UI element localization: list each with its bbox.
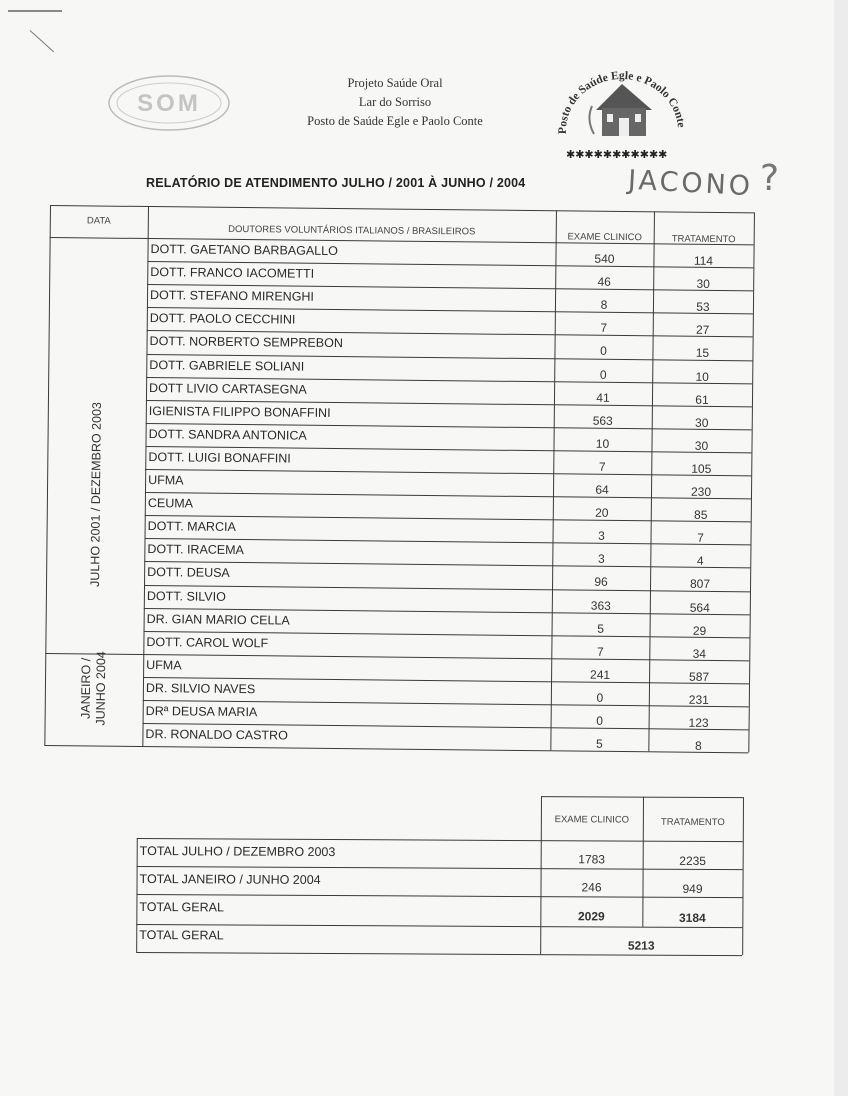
exame-value: 7	[598, 459, 606, 474]
doctor-name: DR. SILVIO NAVES	[145, 680, 256, 697]
totals-header-tratamento: TRATAMENTO	[660, 816, 725, 829]
tratamento-value: 564	[689, 600, 710, 615]
doctor-name: DOTT. GABRIELE SOLIANI	[149, 357, 305, 374]
totals-table	[136, 794, 743, 959]
totals-tratamento-value: 3184	[678, 910, 706, 925]
tratamento-value: 29	[692, 623, 707, 638]
exame-value: 20	[595, 505, 609, 520]
header-tratamento: TRATAMENTO	[671, 233, 736, 246]
doctor-name: DOTT. MARCIA	[147, 519, 236, 535]
doctor-name: DR. GIAN MARIO CELLA	[146, 611, 290, 628]
tratamento-value: 15	[695, 346, 710, 361]
posto-logo-text: Posto de Saúde Egle e Paolo Conte	[556, 69, 687, 135]
totals-exame-value: 246	[581, 880, 602, 895]
exame-value: 5	[595, 736, 603, 751]
org-line-2: Lar do Sorriso	[358, 95, 432, 109]
tratamento-value: 27	[695, 323, 710, 338]
som-logo	[105, 72, 233, 134]
doctor-name: DOTT. NORBERTO SEMPREBON	[149, 334, 343, 351]
tratamento-value: 30	[694, 438, 709, 453]
grand-total-value: 5213	[627, 938, 655, 953]
exame-value: 41	[596, 390, 610, 405]
exame-value: 46	[597, 274, 611, 289]
tratamento-value: 30	[694, 415, 709, 430]
totals-exame-value: 2029	[577, 909, 605, 924]
doctor-name: DOTT. IRACEMA	[147, 542, 245, 558]
tratamento-value: 105	[691, 461, 712, 476]
exame-value: 363	[590, 598, 611, 613]
scan-mark	[8, 10, 62, 12]
doctor-name: DOTT. GAETANO BARBAGALLO	[150, 242, 338, 259]
doctor-name: CEUMA	[147, 496, 194, 511]
header-doctors: DOUTORES VOLUNTÁRIOS ITALIANOS / BRASILEIROS	[228, 223, 476, 238]
doctor-name: UFMA	[146, 657, 182, 673]
org-line-1: Projeto Saúde Oral	[347, 76, 443, 90]
doctor-name: DOTT. DEUSA	[147, 565, 230, 581]
exame-value: 96	[594, 575, 608, 590]
tratamento-value: 61	[695, 392, 709, 407]
exame-value: 0	[596, 713, 604, 728]
tratamento-value: 7	[697, 530, 704, 546]
totals-exame-value: 1783	[578, 852, 606, 867]
doctor-name: DOTT. CAROL WOLF	[146, 634, 269, 650]
doctor-name: DOTT LIVIO CARTASEGNA	[149, 380, 307, 397]
totals-header-exame: EXAME CLINICO	[554, 814, 630, 826]
exame-value: 563	[592, 413, 613, 428]
doctor-name: DOTT. FRANCO IACOMETTI	[150, 265, 315, 281]
table-border-right	[748, 212, 755, 752]
exame-value: 5	[597, 621, 605, 636]
exame-value: 3	[597, 552, 605, 567]
svg-text:✱✱✱✱✱✱✱✱✱✱✱: ✱✱✱✱✱✱✱✱✱✱✱	[566, 148, 668, 161]
tratamento-value: 34	[692, 646, 707, 661]
totals-tratamento-value: 949	[682, 881, 703, 896]
exame-value: 7	[596, 644, 604, 659]
tratamento-value: 10	[695, 369, 709, 384]
tratamento-value: 114	[693, 253, 714, 268]
tratamento-value: 807	[689, 577, 711, 592]
organization-block	[270, 74, 520, 131]
tratamento-value: 230	[690, 484, 712, 499]
org-line-3: Posto de Saúde Egle e Paolo Conte	[307, 114, 483, 128]
report-title: RELATÓRIO DE ATENDIMENTO JULHO / 2001 À JUNHO / 2004	[146, 176, 526, 190]
tratamento-value: 4	[696, 554, 704, 569]
doctor-name: DRª DEUSA MARIA	[145, 704, 258, 720]
exame-value: 8	[600, 297, 608, 313]
totals-label: TOTAL GERAL	[139, 900, 224, 915]
doctor-name: UFMA	[148, 473, 184, 488]
totals-border-right	[742, 797, 744, 955]
exame-value: 241	[590, 667, 611, 682]
tratamento-value: 123	[688, 715, 709, 730]
period-label-2004	[79, 651, 110, 725]
period-label-2001-2003: JULHO 2001 / DEZEMBRO 2003	[88, 402, 104, 587]
tratamento-value: 53	[696, 299, 710, 315]
doctor-name: DR. RONALDO CASTRO	[145, 727, 288, 743]
doctor-name: DOTT. LUIGI BONAFFINI	[148, 449, 291, 466]
header-data: DATA	[86, 215, 111, 227]
table-border-top	[50, 205, 754, 213]
totals-header-left	[541, 796, 542, 840]
exame-value: 64	[595, 482, 609, 497]
totals-label: TOTAL JULHO / DEZEMBRO 2003	[139, 844, 336, 860]
exame-value: 540	[594, 251, 615, 266]
doctor-name: IGIENISTA FILIPPO BONAFFINI	[148, 403, 331, 420]
tratamento-value: 85	[694, 507, 708, 522]
doctor-name: DOTT. SANDRA ANTONICA	[148, 426, 307, 443]
exame-value: 0	[600, 344, 607, 359]
tratamento-value: 30	[696, 276, 710, 292]
doctor-name: DOTT. PAOLO CECCHINI	[149, 311, 296, 327]
grand-total-label: TOTAL GERAL	[139, 928, 224, 943]
som-logo-text: SOM	[137, 90, 201, 117]
period-label-2004-line1: JANEIRO /	[78, 657, 94, 720]
totals-tratamento-value: 2235	[679, 853, 707, 868]
exame-value: 3	[598, 528, 605, 544]
tratamento-value: 587	[689, 669, 710, 684]
totals-label: TOTAL JANEIRO / JUNHO 2004	[139, 872, 321, 887]
doctor-name: DOTT. STEFANO MIRENGHI	[149, 288, 315, 304]
exame-value: 10	[595, 436, 610, 451]
attendance-table	[44, 205, 754, 768]
scan-slash	[30, 30, 54, 52]
doctor-name: DOTT. SILVIO	[146, 588, 226, 604]
exame-value: 7	[600, 321, 608, 336]
exame-value: 0	[599, 367, 607, 382]
exame-value: 0	[596, 690, 604, 705]
handwritten-question-mark: ?	[760, 158, 780, 199]
tratamento-value: 8	[694, 738, 702, 753]
posto-de-saude-logo	[552, 68, 692, 164]
period-label-2004-line2: JUNHO 2004	[93, 651, 109, 726]
tratamento-value: 231	[688, 692, 709, 707]
totals-row-line	[137, 838, 743, 842]
scan-edge	[834, 0, 848, 1096]
handwritten-note: JACONO	[627, 164, 754, 203]
table-border-left	[44, 205, 51, 745]
header-exame: EXAME CLINICO	[567, 231, 642, 244]
